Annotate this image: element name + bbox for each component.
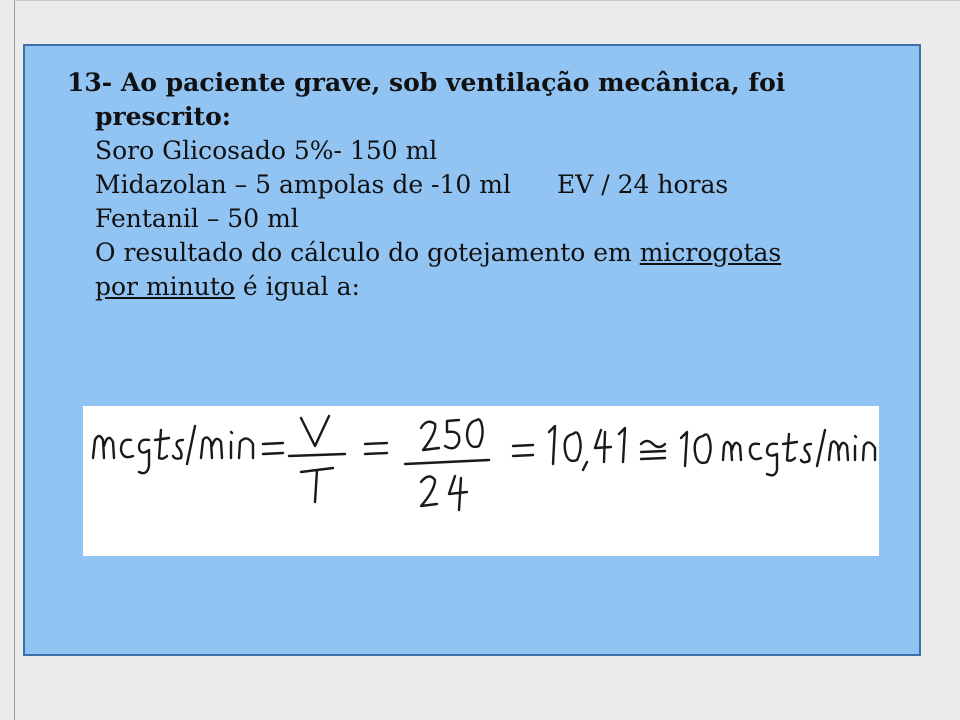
question-text — [67, 66, 907, 304]
formula-fraction-250-over-24 — [405, 419, 489, 510]
midazolan-text: Midazolan – 5 ampolas de -10 ml — [95, 170, 511, 199]
slide-left-edge — [14, 0, 15, 720]
prompt-underlined-microgotas: microgotas — [639, 238, 782, 267]
question-title-line2: prescrito: — [95, 102, 231, 131]
question-heading — [67, 66, 907, 100]
prescription-item-fentanil: Fentanil – 50 ml — [95, 204, 299, 233]
formula-approx-symbol — [641, 441, 665, 459]
question-panel — [23, 44, 921, 656]
question-title-line1: Ao paciente grave, sob ventilação mecânica, foi — [120, 68, 786, 97]
formula-lhs — [93, 426, 283, 473]
slide-top-edge — [14, 0, 960, 1]
route-text: EV / 24 horas — [556, 170, 729, 199]
formula-rounded-result — [681, 430, 875, 475]
formula-decimal-result — [513, 426, 625, 470]
handwritten-formula-drawing — [83, 406, 879, 556]
formula-fraction-v-over-t — [289, 416, 345, 502]
prescription-item-midazolan — [67, 168, 907, 202]
question-number: 13- — [67, 68, 113, 97]
handwritten-formula-image — [83, 406, 879, 556]
prompt-prefix: O resultado do cálculo do gotejamento em — [95, 238, 640, 267]
prompt-underlined-por-minuto: por minuto — [95, 272, 235, 301]
prompt-suffix: é igual a: — [234, 272, 360, 301]
prompt-line1 — [67, 236, 907, 270]
prescription-item-soro: Soro Glicosado 5%- 150 ml — [95, 136, 438, 165]
prompt-line2 — [67, 270, 907, 304]
formula-equals-1 — [365, 443, 387, 454]
